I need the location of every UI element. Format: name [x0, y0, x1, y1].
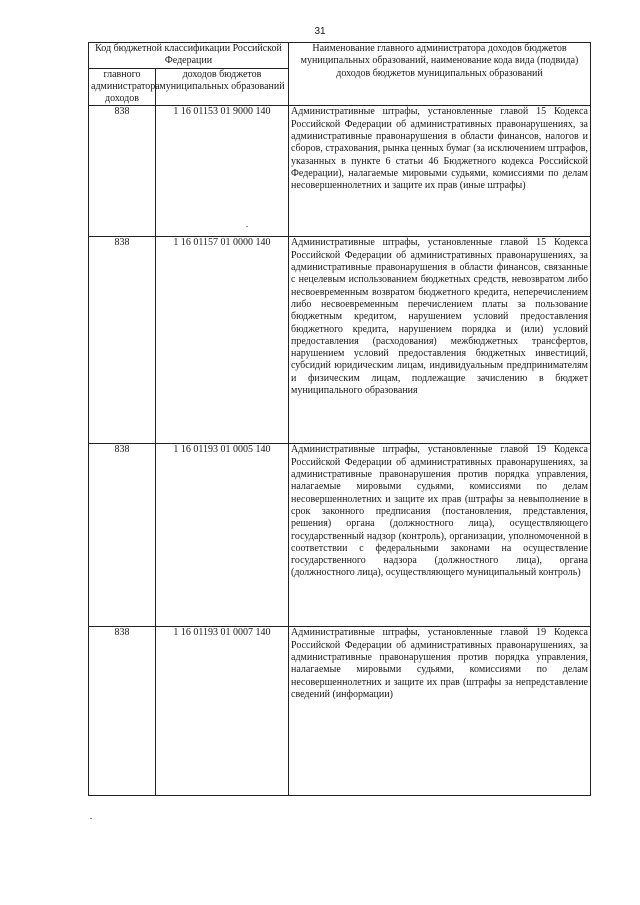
admin-code-cell: 838: [89, 444, 156, 627]
table-row: [89, 627, 591, 796]
income-code-cell: 1 16 01157 01 0000 140: [156, 237, 289, 444]
description-cell: Административные штрафы, установленные главой 19 Кодекса Российской Федерации об административных правонарушениях, за административные правонарушения против порядка управления, налагаемые мировыми судьями, комиссиями по делам несовершеннолетних и защите их прав (штрафы за непредставление сведений (информации): [289, 627, 591, 796]
table-row: [89, 237, 591, 444]
admin-code-cell: 838: [89, 237, 156, 444]
income-code-cell: 1 16 01193 01 0005 140: [156, 444, 289, 627]
table-row: [89, 444, 591, 627]
scan-speck: [246, 226, 248, 227]
page-number: 31: [314, 26, 326, 37]
income-code-cell: 1 16 01193 01 0007 140: [156, 627, 289, 796]
table-row: [89, 106, 591, 237]
admin-code-cell: 838: [89, 627, 156, 796]
income-code-cell: 1 16 01153 01 9000 140: [156, 106, 289, 237]
table-header: [89, 43, 591, 106]
budget-classification-table: [88, 42, 591, 796]
header-code-group: Код бюджетной классификации Российской Федерации: [89, 43, 289, 69]
description-cell: Административные штрафы, установленные главой 15 Кодекса Российской Федерации об административных правонарушениях, за административные правонарушения в области финансов, связанные с нецелевым использованием бюджетных средств, невозвратом либо несвоевременным возвратом бюджетного кредита, неперечислением либо несвоевременным перечислением платы за пользование бюджетным кредитом, нарушением условий предоставления бюджетного кредита, нарушением порядка и (или) условий предоставления (расходования) межбюджетных трансфертов, нарушением условий предоставления бюджетных инвестиций, субсидий юридическим лицам, индивидуальным предпринимателям и физическим лицам, подлежащие зачислению в бюджет муниципального образования: [289, 237, 591, 444]
description-cell: Административные штрафы, установленные главой 15 Кодекса Российской Федерации об административных правонарушениях, за административные правонарушения в области финансов, налогов и сборов, страхования, рынка ценных бумаг (за исключением штрафов, указанных в пункте 6 статьи 46 Бюджетного кодекса Российской Федерации), налагаемые мировыми судьями, комиссиями по делам несовершеннолетних и защите их прав (иные штрафы): [289, 106, 591, 237]
scan-speck: [90, 818, 92, 819]
header-admin-column: главного администратора доходов: [89, 68, 156, 106]
description-cell: Административные штрафы, установленные главой 19 Кодекса Российской Федерации об административных правонарушениях, за административные правонарушения против порядка управления, налагаемые мировыми судьями, комиссиями по делам несовершеннолетних и защите их прав (штрафы за невыполнение в срок законного предписания (постановления, представления, решения) органа (должностного лица), осуществляющего государственный надзор (контроль), организации, уполномоченной в соответствии с федеральными законами на осуществление государственного надзора (должностного лица), органа (должностного лица), осуществляющего муниципальный контроль): [289, 444, 591, 627]
admin-code-cell: 838: [89, 106, 156, 237]
header-income-column: доходов бюджетов муниципальных образований: [156, 68, 289, 106]
header-name-column: Наименование главного администратора доходов бюджетов муниципальных образований, наименование кода вида (подвида) доходов бюджетов муниципальных образований: [289, 43, 591, 106]
